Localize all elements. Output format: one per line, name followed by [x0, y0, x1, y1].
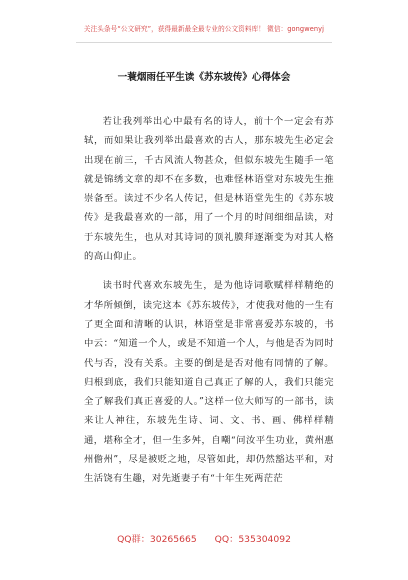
header-divider: [76, 42, 332, 43]
header-banner: 关注头条号“公文研究”，获得最新最全最专业的公文资料库！ 微信：gongwenyj: [83, 25, 325, 33]
document-title: 一蓑烟雨任平生读《苏东坡传》心得体会: [117, 72, 291, 83]
footer-contact: [0, 531, 408, 545]
body-paragraph-1: 若让我列举出心中最有名的诗人，前十个一定会有苏轼，而如果让我列举出最喜欢的古人，那东坡先生必定会出现在前三，千古风流人物甚众，但似东坡先生随手一笔就是锦绣文章的却不在多数，也难怪林语堂对东坡先生推崇备至。读过不少名人传记，但是林语堂先生的《苏东坡传》是我最喜欢的一部，用了一个月的时间细细品读，对于东坡先生，也从对其诗词的顶礼膜拜逐渐变为对其人格的高山仰止。: [84, 116, 334, 263]
footer-qq-group: QQ群：30265665: [117, 534, 197, 545]
body-paragraph-2: 读书时代喜欢东坡先生，是为他诗词歌赋样样精绝的才华所倾倒，读完这本《苏东坡传》，才使我对他的一生有了更全面和清晰的认识，林语堂是非常喜爱苏东坡的，书中云：“知道一个人，或是不知道一个人，与他是否为同时代与否，没有关系。主要的倒是是否对他有同情的了解。归根到底，我们只能知道自己真正了解的人，我们只能完全了解我们真正喜爱的人。”这样一位大师写的一部书，读来让人神往，东坡先生诗、词、文、书、画、佛样样精通，堪称全才，但一生多舛，自嘲“问汝平生功业，黄州惠州儋州”，尽是被贬之地，尽管如此，却仍然豁达平和，对生活饶有生趣，对先逝妻子有“十年生死两茫茫: [84, 280, 334, 485]
document-body: [84, 112, 334, 499]
footer-qq-number: QQ：535304092: [214, 534, 291, 545]
